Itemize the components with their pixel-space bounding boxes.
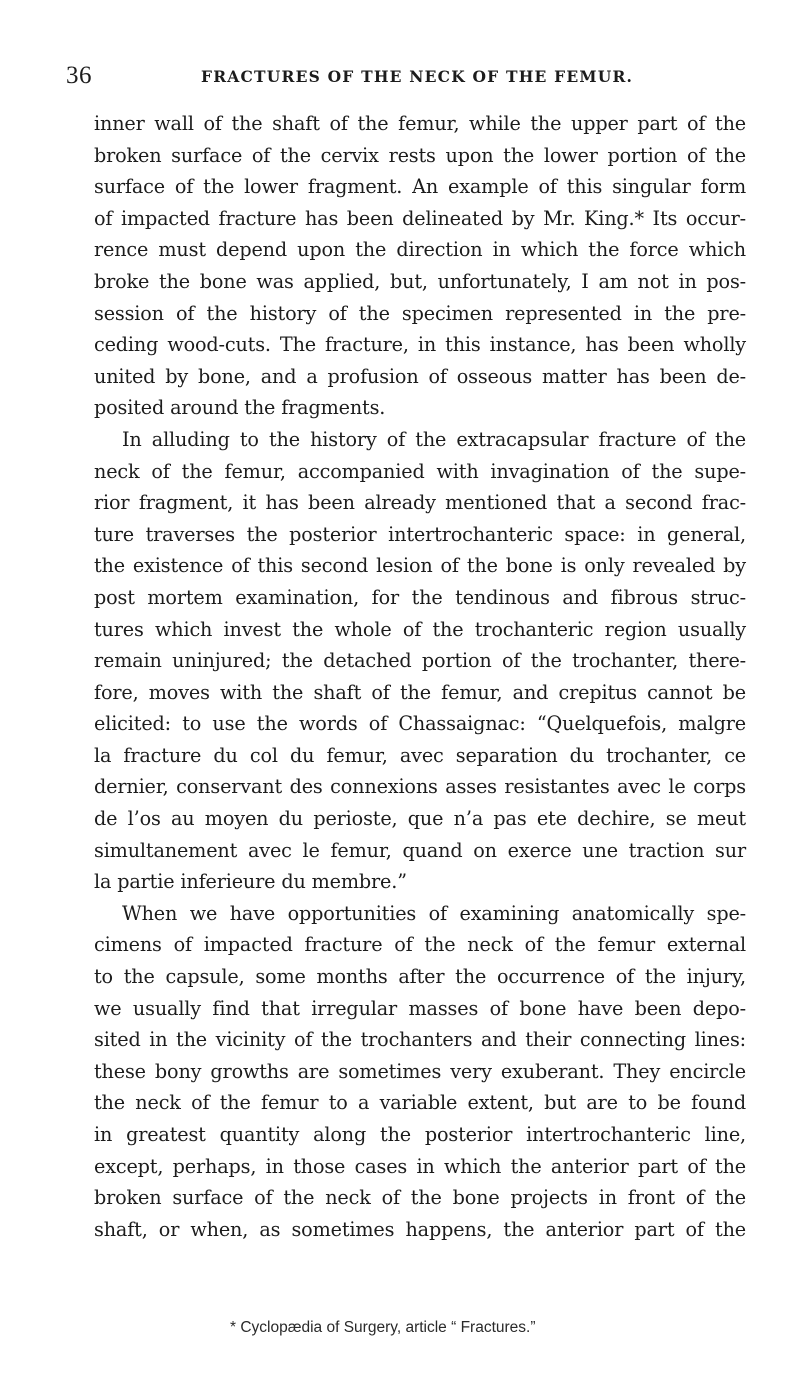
text-line: post mortem examination, for the tendinous and fibrous struc- xyxy=(94,585,746,609)
text-line: we usually find that irregular masses of bone have been depo- xyxy=(94,996,746,1020)
text-line: posited around the fragments. xyxy=(94,396,386,420)
text-line: broke the bone was applied, but, unfortunately, I am not in pos- xyxy=(94,269,746,293)
text-line: dernier, conservant des connexions asses resistantes avec le corps xyxy=(94,775,746,799)
text-line: neck of the femur, accompanied with invagination of the supe- xyxy=(94,459,746,483)
text-line: surface of the lower fragment. An example of this singular form xyxy=(94,175,746,199)
text-line: ture traverses the posterior intertrochanteric space: in general, xyxy=(94,522,746,546)
text-line: When we have opportunities of examining anatomically spe- xyxy=(122,901,746,925)
body-text xyxy=(94,108,746,1245)
page-header xyxy=(66,62,746,92)
text-line: de l’os au moyen du perioste, que n’a pas ete dechire, se meut xyxy=(94,807,746,831)
text-line: except, perhaps, in those cases in which the anterior part of the xyxy=(94,1154,746,1178)
text-line: la partie inferieure du membre.” xyxy=(94,870,407,894)
text-line: in greatest quantity along the posterior intertrochanteric line, xyxy=(94,1123,746,1146)
text-line: In alluding to the history of the extracapsular fracture of the xyxy=(122,427,746,451)
text-line: session of the history of the specimen represented in the pre- xyxy=(94,301,746,325)
text-line: broken surface of the neck of the bone projects in front of the xyxy=(94,1186,746,1210)
text-line: simultanement avec le femur, quand on exerce une traction sur xyxy=(94,838,746,862)
page-number: 36 xyxy=(66,62,92,89)
text-line: to the capsule, some months after the occurrence of the injury, xyxy=(94,965,746,989)
text-line: elicited: to use the words of Chassaignac: “Quelquefois, malgre xyxy=(94,712,746,736)
text-line: rence must depend upon the direction in which the force which xyxy=(94,238,746,262)
footnote: * Cyclopædia of Surgery, article “ Fractures.” xyxy=(230,1319,536,1336)
text-line: inner wall of the shaft of the femur, while the upper part of the xyxy=(94,112,746,135)
text-line: broken surface of the cervix rests upon the lower portion of the xyxy=(94,143,746,167)
text-line: shaft, or when, as sometimes happens, the anterior part of the xyxy=(94,1217,746,1241)
text-line: fore, moves with the shaft of the femur, and crepitus cannot be xyxy=(94,680,746,704)
text-line: the existence of this second lesion of the bone is only revealed by xyxy=(94,554,746,578)
running-head: FRACTURES OF THE NECK OF THE FEMUR. xyxy=(201,67,634,86)
text-line: the neck of the femur to a variable extent, but are to be found xyxy=(94,1091,746,1115)
text-line: these bony growths are sometimes very exuberant. They encircle xyxy=(94,1059,746,1083)
text-line: tures which invest the whole of the trochanteric region usually xyxy=(94,617,746,641)
text-line: rior fragment, it has been already mentioned that a second frac- xyxy=(94,491,746,515)
text-line: cimens of impacted fracture of the neck of the femur external xyxy=(94,933,746,957)
text-line: la fracture du col du femur, avec separation du trochanter, ce xyxy=(94,743,746,767)
text-line: of impacted fracture has been delineated by Mr. King.* Its occur- xyxy=(94,206,746,230)
text-line: sited in the vicinity of the trochanters and their connecting lines: xyxy=(94,1028,746,1052)
text-line: remain uninjured; the detached portion of the trochanter, there- xyxy=(94,649,746,673)
text-line: ceding wood-cuts. The fracture, in this instance, has been wholly xyxy=(94,333,746,357)
text-line: united by bone, and a profusion of osseous matter has been de- xyxy=(94,364,746,388)
